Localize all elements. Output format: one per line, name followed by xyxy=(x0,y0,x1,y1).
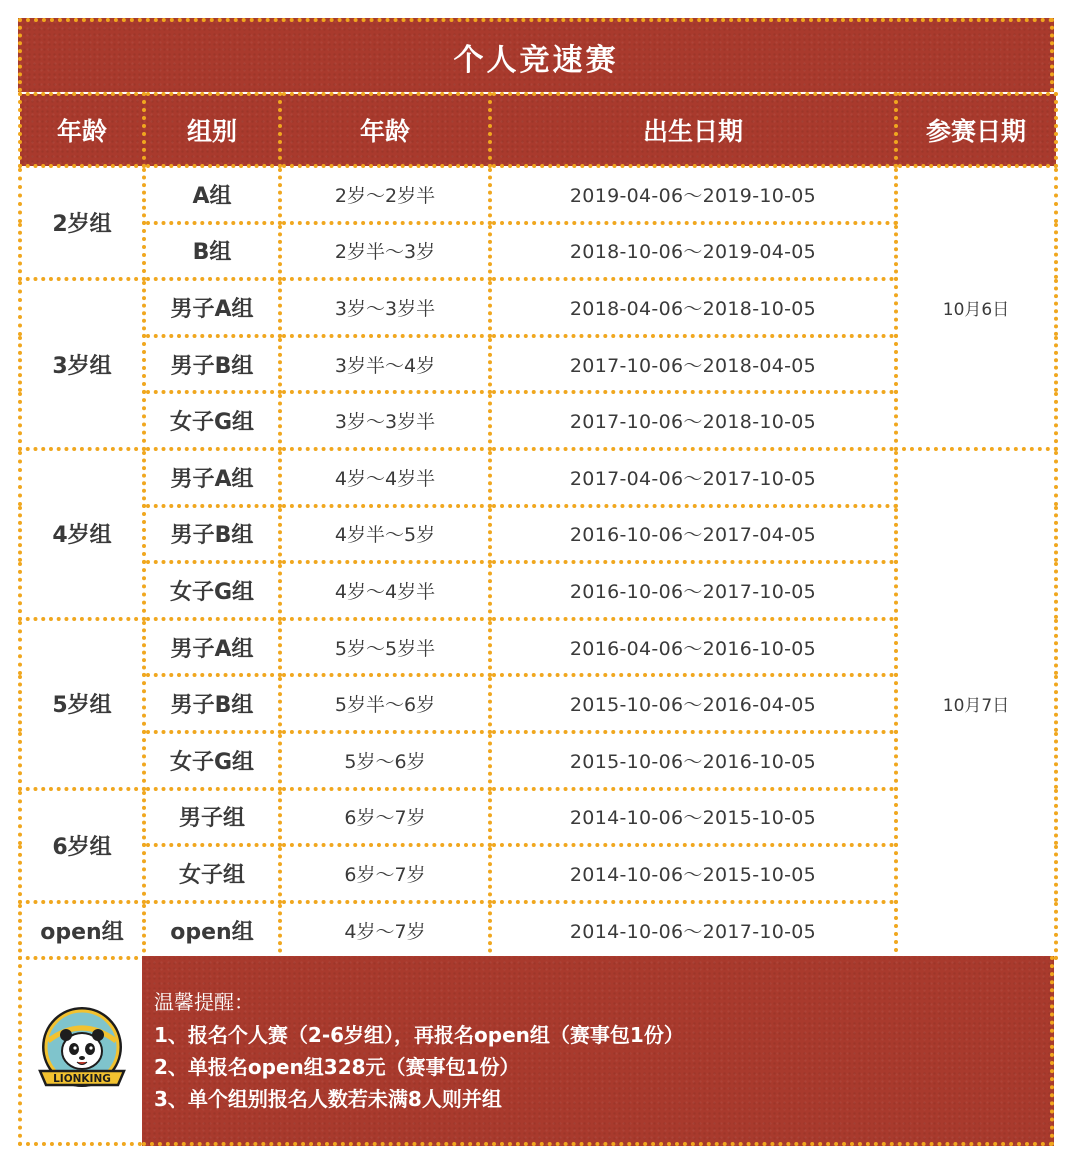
birth-date-cell: 2015-10-06～2016-04-05 xyxy=(490,675,896,732)
header-group: 组别 xyxy=(144,94,280,166)
age-range-cell: 6岁～7岁 xyxy=(280,845,490,902)
table-row xyxy=(20,449,1056,506)
group-cell: 男子A组 xyxy=(144,279,280,336)
group-cell: B组 xyxy=(144,223,280,280)
age-group-cell: 6岁组 xyxy=(20,789,144,902)
note-line: 1、报名个人赛（2-6岁组），再报名open组（赛事包1份） xyxy=(154,1023,684,1047)
age-range-cell: 3岁～3岁半 xyxy=(280,279,490,336)
group-cell: 男子B组 xyxy=(144,675,280,732)
age-range-cell: 5岁～6岁 xyxy=(280,732,490,789)
birth-date-cell: 2017-04-06～2017-10-05 xyxy=(490,449,896,506)
age-range-cell: 5岁半～6岁 xyxy=(280,675,490,732)
age-range-cell: 2岁半～3岁 xyxy=(280,223,490,280)
age-range-cell: 6岁～7岁 xyxy=(280,789,490,846)
race-date-cell: 10月6日 xyxy=(896,166,1056,449)
age-range-cell: 4岁～7岁 xyxy=(280,902,490,959)
age-group-cell: open组 xyxy=(20,902,144,959)
schedule-table xyxy=(18,92,1058,960)
group-cell: 男子A组 xyxy=(144,449,280,506)
group-cell: A组 xyxy=(144,166,280,223)
group-cell: 女子G组 xyxy=(144,562,280,619)
age-range-cell: 3岁半～4岁 xyxy=(280,336,490,393)
lionking-logo-icon xyxy=(34,1001,130,1097)
note-line: 3、单个组别报名人数若未满8人则并组 xyxy=(154,1087,502,1111)
birth-date-cell: 2017-10-06～2018-10-05 xyxy=(490,392,896,449)
header-age-range: 年龄 xyxy=(280,94,490,166)
notes-title: 温馨提醒： xyxy=(154,990,254,1014)
group-cell: 女子G组 xyxy=(144,392,280,449)
header-birth-date: 出生日期 xyxy=(490,94,896,166)
age-range-cell: 4岁半～5岁 xyxy=(280,506,490,563)
header-age: 年龄 xyxy=(20,94,144,166)
birth-date-cell: 2014-10-06～2015-10-05 xyxy=(490,845,896,902)
birth-date-cell: 2018-10-06～2019-04-05 xyxy=(490,223,896,280)
age-group-cell: 2岁组 xyxy=(20,166,144,279)
logo-area xyxy=(18,956,142,1146)
table-row xyxy=(20,166,1056,223)
race-schedule-sheet xyxy=(18,18,1054,1146)
header-race-date: 参赛日期 xyxy=(896,94,1056,166)
birth-date-cell: 2016-10-06～2017-10-05 xyxy=(490,562,896,619)
group-cell: 男子A组 xyxy=(144,619,280,676)
birth-date-cell: 2016-04-06～2016-10-05 xyxy=(490,619,896,676)
age-range-cell: 2岁～2岁半 xyxy=(280,166,490,223)
age-range-cell: 3岁～3岁半 xyxy=(280,392,490,449)
header-row xyxy=(20,94,1056,166)
group-cell: 男子B组 xyxy=(144,336,280,393)
group-cell: 男子B组 xyxy=(144,506,280,563)
age-range-cell: 5岁～5岁半 xyxy=(280,619,490,676)
age-range-cell: 4岁～4岁半 xyxy=(280,562,490,619)
group-cell: open组 xyxy=(144,902,280,959)
birth-date-cell: 2014-10-06～2015-10-05 xyxy=(490,789,896,846)
group-cell: 男子组 xyxy=(144,789,280,846)
birth-date-cell: 2014-10-06～2017-10-05 xyxy=(490,902,896,959)
age-group-cell: 3岁组 xyxy=(20,279,144,449)
note-line: 2、单报名open组328元（赛事包1份） xyxy=(154,1055,520,1079)
group-cell: 女子组 xyxy=(144,845,280,902)
age-range-cell: 4岁～4岁半 xyxy=(280,449,490,506)
age-group-cell: 5岁组 xyxy=(20,619,144,789)
birth-date-cell: 2019-04-06～2019-10-05 xyxy=(490,166,896,223)
notes-panel xyxy=(142,956,1054,1146)
group-cell: 女子G组 xyxy=(144,732,280,789)
logo-text: LIONKING xyxy=(53,1073,111,1085)
birth-date-cell: 2018-04-06～2018-10-05 xyxy=(490,279,896,336)
birth-date-cell: 2015-10-06～2016-10-05 xyxy=(490,732,896,789)
page-title: 个人竞速赛 xyxy=(18,18,1054,92)
birth-date-cell: 2016-10-06～2017-04-05 xyxy=(490,506,896,563)
age-group-cell: 4岁组 xyxy=(20,449,144,619)
race-date-cell: 10月7日 xyxy=(896,449,1056,958)
birth-date-cell: 2017-10-06～2018-04-05 xyxy=(490,336,896,393)
